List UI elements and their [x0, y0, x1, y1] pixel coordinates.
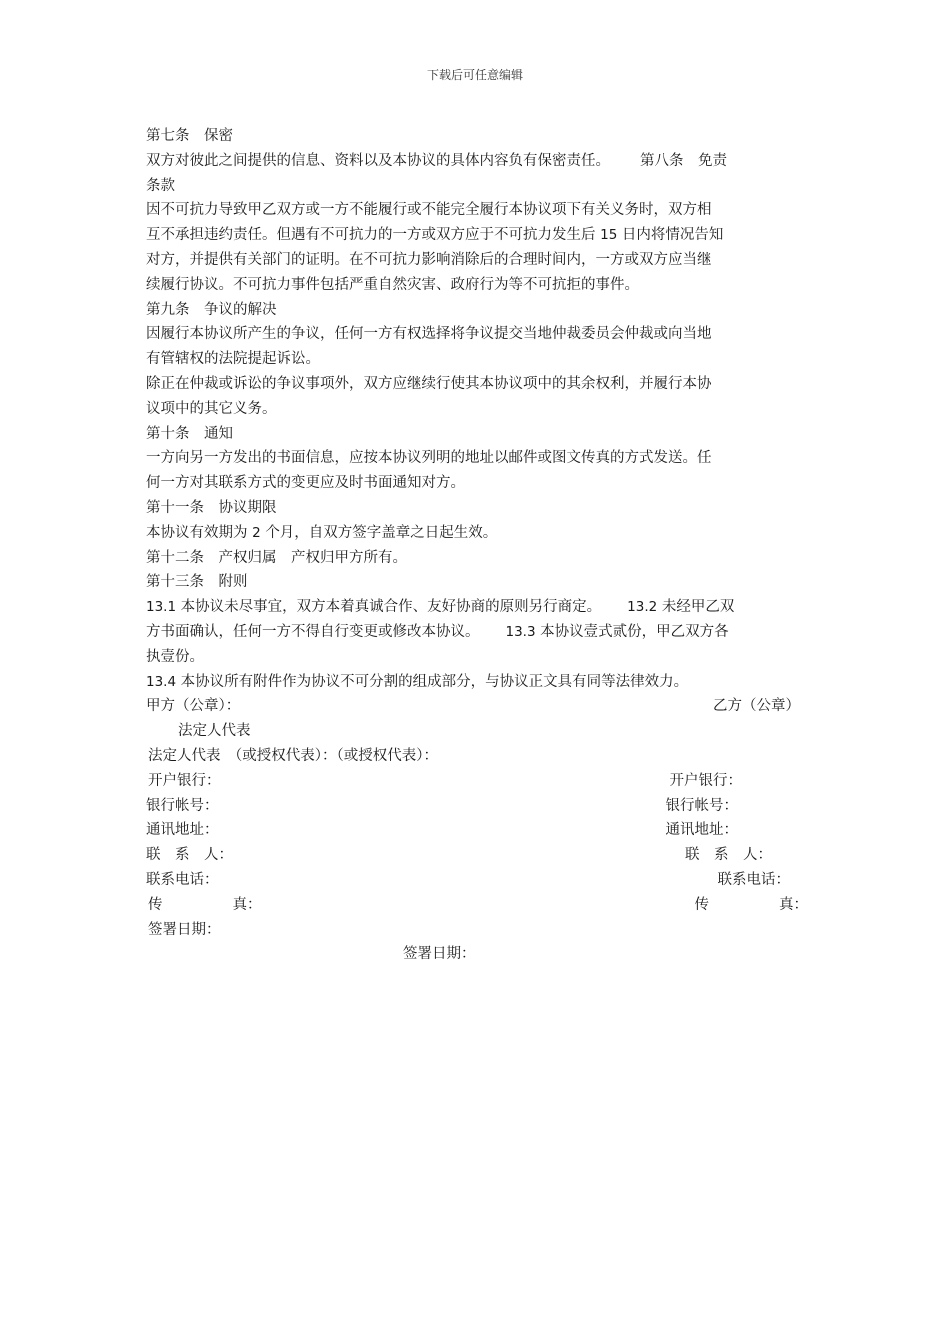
- phone-b-label: 联系电话：: [717, 871, 790, 888]
- bank-a-label: 开户银行：: [148, 772, 221, 789]
- article-9-line-1: 因履行本协议所产生的争议，任何一方有权选择将争议提交当地仲裁委员会仲裁或向当地: [146, 326, 712, 343]
- party-a-seal: 甲方（公章）：: [146, 698, 241, 715]
- legal-rep-top: 法定人代表: [178, 723, 251, 740]
- article-9-line-4: 议项中的其它义务。: [146, 400, 277, 417]
- date-a-label: 签署日期：: [148, 921, 221, 938]
- bank-row: [146, 769, 808, 794]
- account-b-label: 银行帐号：: [665, 797, 738, 814]
- article-12: 第十二条 产权归属 产权归甲方所有。: [146, 549, 407, 566]
- contact-b-label: 联 系 人：: [685, 847, 772, 864]
- contact-row: [146, 843, 808, 868]
- article-10-line-2: 何一方对其联系方式的变更应及时书面通知对方。: [146, 475, 465, 492]
- article-13-line-2: 方书面确认，任何一方不得自行变更或修改本协议。 13.3 本协议壹式贰份，甲乙双方各: [146, 623, 729, 640]
- fax-a-label: 传 真：: [148, 896, 262, 913]
- contact-a-label: 联 系 人：: [146, 847, 233, 864]
- article-13-line-4: 13.4 本协议所有附件作为协议不可分割的组成部分，与协议正文具有同等法律效力。: [146, 673, 689, 690]
- article-8-title-cont: 条款: [146, 177, 175, 194]
- party-b-seal: 乙方（公章）: [713, 698, 800, 715]
- bank-b-label: 开户银行：: [669, 772, 742, 789]
- article-8-line-2: 互不承担违约责任。但遇有不可抗力的一方或双方应于不可抗力发生后 15 日内将情况告知: [146, 227, 724, 244]
- article-8-line-4: 续履行协议。不可抗力事件包括严重自然灾害、政府行为等不可抗拒的事件。: [146, 276, 639, 293]
- article-11-title: 第十一条 协议期限: [146, 499, 277, 516]
- account-row: [146, 794, 808, 819]
- signature-party-row: [146, 694, 808, 719]
- phone-a-label: 联系电话：: [146, 871, 219, 888]
- article-7-body: 双方对彼此之间提供的信息、资料以及本协议的具体内容负有保密责任。 第八条 免责: [146, 152, 727, 169]
- document-body: [146, 124, 808, 967]
- article-13-line-3: 执壹份。: [146, 648, 204, 665]
- account-a-label: 银行帐号：: [146, 797, 219, 814]
- phone-row: [146, 868, 808, 893]
- address-a-label: 通讯地址：: [146, 822, 219, 839]
- article-10-title: 第十条 通知: [146, 425, 233, 442]
- article-9-title: 第九条 争议的解决: [146, 301, 277, 318]
- legal-rep-line: 法定人代表 （或授权代表）：（或授权代表）：: [148, 747, 438, 764]
- article-13-line-1: 13.1 本协议未尽事宜，双方本着真诚合作、友好协商的原则另行商定。 13.2 未经甲乙双: [146, 599, 735, 616]
- fax-row: [146, 893, 808, 918]
- article-8-title: 第八条 免责: [640, 152, 727, 169]
- article-10-line-1: 一方向另一方发出的书面信息，应按本协议列明的地址以邮件或图文传真的方式发送。任: [146, 450, 712, 467]
- article-9-line-2: 有管辖权的法院提起诉讼。: [146, 351, 320, 368]
- article-11-line-1: 本协议有效期为 2 个月，自双方签字盖章之日起生效。: [146, 524, 498, 541]
- article-8-line-1: 因不可抗力导致甲乙双方或一方不能履行或不能完全履行本协议项下有关义务时，双方相: [146, 202, 712, 219]
- article-8-line-3: 对方，并提供有关部门的证明。在不可抗力影响消除后的合理时间内，一方或双方应当继: [146, 251, 712, 268]
- article-13-title: 第十三条 附则: [146, 574, 248, 591]
- date-b-label: 签署日期：: [403, 946, 476, 963]
- article-7-title: 第七条 保密: [146, 128, 233, 144]
- address-row: [146, 818, 808, 843]
- fax-b-label: 传 真：: [694, 896, 808, 913]
- address-b-label: 通讯地址：: [665, 822, 738, 839]
- page-header: 下载后可任意编辑: [426, 68, 523, 82]
- article-9-line-3: 除正在仲裁或诉讼的争议事项外，双方应继续行使其本协议项中的其余权利，并履行本协: [146, 375, 712, 392]
